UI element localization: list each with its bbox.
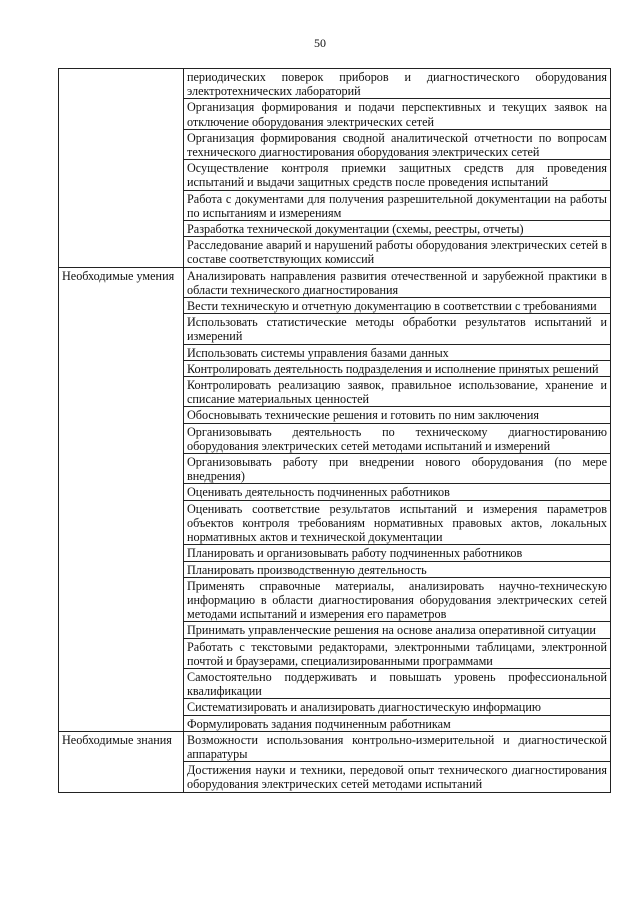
section-item: Расследование аварий и нарушений работы оборудования электрических сетей в составе соответствующих комиссий: [184, 237, 611, 267]
table-row: [59, 69, 611, 99]
section-item: Принимать управленческие решения на основе анализа оперативной ситуации: [184, 622, 611, 638]
section-item: Оценивать деятельность подчиненных работников: [184, 484, 611, 500]
competency-table-body: [59, 69, 611, 793]
section-item: периодических поверок приборов и диагностического оборудования электротехнических лабораторий: [184, 69, 611, 99]
section-item: Организовывать деятельность по техническому диагностированию оборудования электрических сетей методами испытаний и измерений: [184, 423, 611, 453]
section-item: Работа с документами для получения разрешительной документации на работы по испытаниям и измерениям: [184, 190, 611, 220]
section-item: Контролировать деятельность подразделения и исполнение принятых решений: [184, 360, 611, 376]
section-item: Оценивать соответствие результатов испытаний и измерения параметров объектов контроля требованиям нормативных правовых актов, локальных нормативных актов и технической документации: [184, 500, 611, 545]
section-label: Необходимые умения: [59, 267, 184, 731]
section-item: Вести техническую и отчетную документацию в соответствии с требованиями: [184, 298, 611, 314]
section-item: Контролировать реализацию заявок, правильное использование, хранение и списание материальных ценностей: [184, 377, 611, 407]
section-item: Организация формирования и подачи перспективных и текущих заявок на отключение оборудования электрических сетей: [184, 99, 611, 129]
competency-table: [58, 68, 611, 793]
section-item: Планировать производственную деятельность: [184, 561, 611, 577]
section-item: Систематизировать и анализировать диагностическую информацию: [184, 699, 611, 715]
section-item: Формулировать задания подчиненным работникам: [184, 715, 611, 731]
section-item: Осуществление контроля приемки защитных средств для проведения испытаний и выдачи защитных средств после проведения испытаний: [184, 160, 611, 190]
section-label: [59, 69, 184, 268]
section-item: Самостоятельно поддерживать и повышать уровень профессиональной квалификации: [184, 668, 611, 698]
section-item: Анализировать направления развития отечественной и зарубежной практики в области технического диагностирования: [184, 267, 611, 297]
section-item: Организовывать работу при внедрении нового оборудования (по мере внедрения): [184, 454, 611, 484]
section-item: Организация формирования сводной аналитической отчетности по вопросам технического диагностирования оборудования электрических сетей: [184, 129, 611, 159]
section-item: Достижения науки и техники, передовой опыт технического диагностирования оборудования электрических сетей методами испытаний: [184, 762, 611, 792]
section-item: Использовать статистические методы обработки результатов испытаний и измерений: [184, 314, 611, 344]
section-label: Необходимые знания: [59, 731, 184, 792]
section-item: Разработка технической документации (схемы, реестры, отчеты): [184, 221, 611, 237]
table-row: [59, 731, 611, 761]
page-number: 50: [314, 36, 326, 50]
section-item: Возможности использования контрольно-измерительной и диагностической аппаратуры: [184, 731, 611, 761]
section-item: Планировать и организовывать работу подчиненных работников: [184, 545, 611, 561]
section-item: Применять справочные материалы, анализировать научно-техническую информацию в области диагностирования оборудования электрических сетей методами испытаний и измерения его параметров: [184, 577, 611, 622]
section-item: Работать с текстовыми редакторами, электронными таблицами, электронной почтой и браузерами, специализированными программами: [184, 638, 611, 668]
section-item: Использовать системы управления базами данных: [184, 344, 611, 360]
table-row: [59, 267, 611, 297]
section-item: Обосновывать технические решения и готовить по ним заключения: [184, 407, 611, 423]
